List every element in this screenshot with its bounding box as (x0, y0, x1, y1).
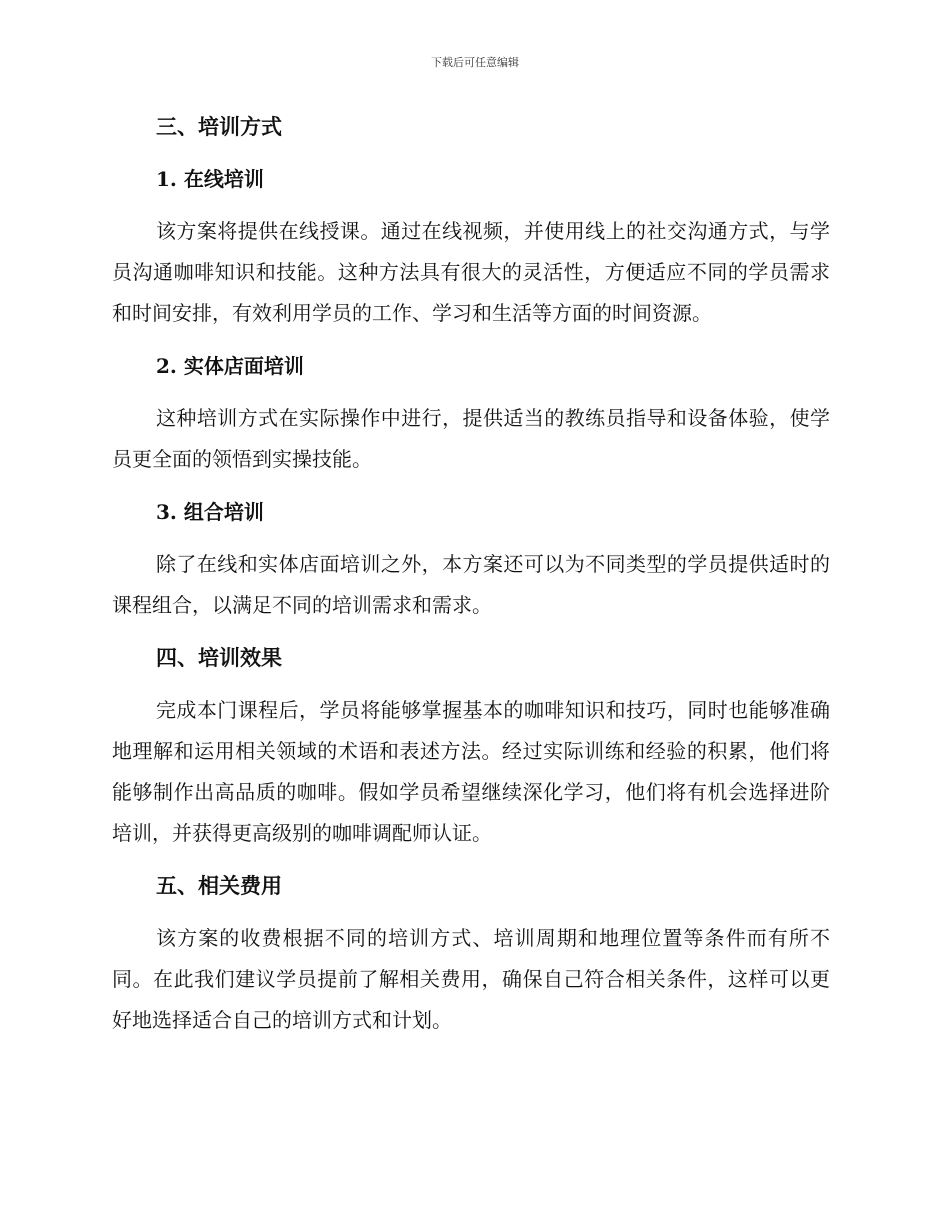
paragraph-related-fees: 该方案的收费根据不同的培训方式、培训周期和地理位置等条件而有所不同。在此我们建议学员提前了解相关费用，确保自己符合相关条件，这样可以更好地选择适合自己的培训方式和计划。 (112, 926, 830, 1032)
page-header: 下载后可任意编辑 (431, 56, 519, 69)
subheading-combined-training: 3. 组合培训 (156, 500, 264, 524)
paragraph-online-training: 该方案将提供在线授课。通过在线视频，并使用线上的社交沟通方式，与学员沟通咖啡知识和技能。这种方法具有很大的灵活性，方便适应不同的学员需求和时间安排，有效利用学员的工作、学习和生活等方面的时间资源。 (112, 219, 830, 325)
document-body (112, 106, 830, 1041)
section-heading-related-fees: 五、相关费用 (156, 873, 282, 898)
paragraph-combined-training: 除了在线和实体店面培训之外，本方案还可以为不同类型的学员提供适时的课程组合，以满足不同的培训需求和需求。 (112, 552, 830, 617)
paragraph-store-training: 这种培训方式在实际操作中进行，提供适当的教练员指导和设备体验，使学员更全面的领悟到实操技能。 (112, 406, 830, 471)
subheading-store-training: 2. 实体店面培训 (156, 354, 304, 378)
subheading-online-training: 1. 在线培训 (156, 167, 264, 191)
paragraph-training-results: 完成本门课程后，学员将能够掌握基本的咖啡知识和技巧，同时也能够准确地理解和运用相关领域的术语和表述方法。经过实际训练和经验的积累，他们将能够制作出高品质的咖啡。假如学员希望继续深化学习，他们将有机会选择进阶培训，并获得更高级别的咖啡调配师认证。 (112, 698, 830, 845)
section-heading-training-results: 四、培训效果 (156, 645, 282, 670)
section-heading-training-methods: 三、培训方式 (156, 114, 282, 139)
